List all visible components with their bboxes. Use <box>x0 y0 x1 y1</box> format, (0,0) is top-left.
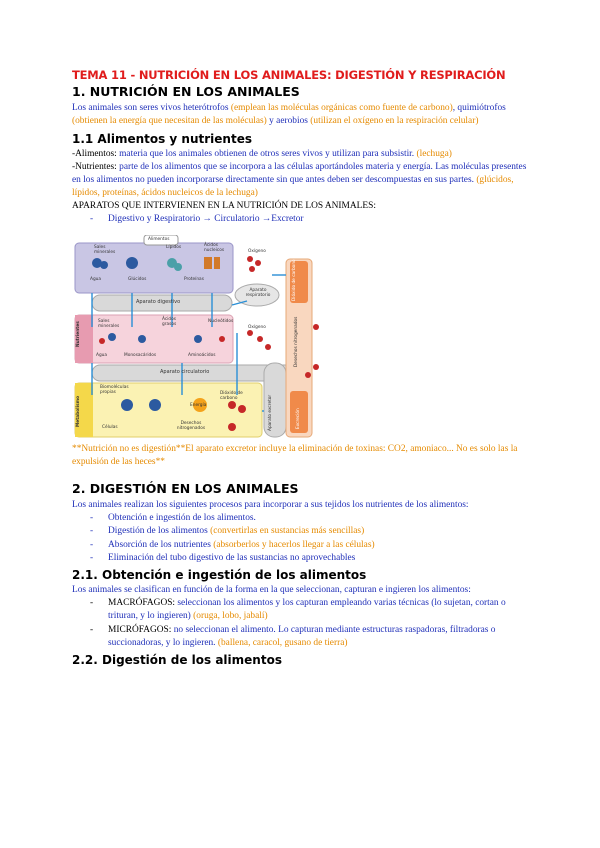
diagram-label-acidos-nucleicos: Ácidos nucleicos <box>204 242 225 253</box>
diagram-label-nucleotidos: Nucleótidos <box>208 318 234 324</box>
diagram-label-aparato-circulatorio: Aparato circulatorio <box>160 368 210 375</box>
section-2-2-heading: 2.2. Digestión de los alimentos <box>72 652 282 667</box>
nutricion-note: **Nutrición no es digestión**El aparato excretor incluye la eliminación de toxinas: CO2, amoniaco... No es solo las la expulsión de las heces** <box>72 443 518 467</box>
diagram-label-proteinas: Proteínas <box>184 276 204 282</box>
section-1-heading: 1. NUTRICIÓN EN LOS ANIMALES <box>72 84 300 99</box>
diagram-label-monosacaridos: Monosacáridos <box>124 352 157 358</box>
diagram-label-agua: Agua <box>90 276 102 282</box>
list-item: - Absorción de los nutrientes (absorberlos y hacerlos llegar a las células) <box>90 539 534 553</box>
diagram-label-metabolismo: Metabolismo <box>76 395 81 427</box>
section-2-1-intro: Los animales se clasifican en función de la forma en la que seleccionan, capturan e ingieren los alimentos: <box>72 584 471 595</box>
list-item: - Obtención e ingestión de los alimentos. <box>90 512 534 526</box>
section-2-1-list <box>72 597 534 651</box>
diagram-label-desechos-side: Desechos nitrogenados <box>294 316 299 367</box>
diagram-label-nutrientes: Nutrientes <box>76 320 81 347</box>
diagram-label-lipidos: Lípidos <box>166 244 182 250</box>
diagram-label-glucidos: Glúcidos <box>128 276 147 282</box>
diagram-graphic <box>72 235 372 439</box>
aparatos-item: - Digestivo y Respiratorio → Circulatorio →Excretor <box>90 213 534 227</box>
microfagos-item: - MICRÓFAGOS: no seleccionan el alimento. Lo capturan mediante estructuras raspadoras, filtradoras o succionadoras, y lo ingieren. (ballena, caracol, gusano de tierra) <box>90 624 534 651</box>
document-page <box>72 68 534 669</box>
nutrientes-definition: -Nutrientes: parte de los alimentos que se incorpora a las células aportándoles materia y energía. Las moléculas presentes en los alimentos no pueden incorporarse directamente sin que antes deben ser descompuestas en sus partes. (glúcidos, lípidos, proteínas, ácidos nucleicos de la lechuga) <box>72 162 527 198</box>
diagram-label-desechos: Desechos nitrogenados <box>176 420 206 431</box>
section-2-list <box>72 512 534 566</box>
section-1-1-heading: 1.1 Alimentos y nutrientes <box>72 132 252 146</box>
section-2-1-heading: 2.1. Obtención e ingestión de los alimentos <box>72 567 367 582</box>
aparatos-list <box>72 213 534 227</box>
section-1-paragraph: Los animales son seres vivos heterótrofos (emplean las moléculas orgánicas como fuente de carbono), quimiótrofos (obtienen la energía que necesitan de las moléculas) y aerobios (utilizan el oxígeno en la respiración celular) <box>72 103 506 126</box>
diagram-label-dioxido-side: Dióxido de carbono <box>292 258 297 301</box>
alimentos-definition: -Alimentos: materia que los animales obtienen de otros seres vivos y utilizan para subsistir. (lechuga) <box>72 149 452 159</box>
diagram-label-acidos-grasos: Ácidos grasos <box>162 316 177 327</box>
diagram-label-oxigeno: Oxígeno <box>248 248 266 254</box>
list-item: - Digestión de los alimentos (convertirlas en sustancias más sencillas) <box>90 525 534 539</box>
list-item: - Eliminación del tubo digestivo de las sustancias no aprovechables <box>90 552 534 566</box>
diagram-label-aparato-respiratorio: Aparato respiratorio <box>245 287 271 298</box>
diagram-label-sales: Sales minerales <box>94 244 116 255</box>
diagram-label-alimentos: Alimentos <box>148 236 170 242</box>
nutrition-diagram <box>72 235 372 439</box>
diagram-label-dioxido: Dióxido de carbono <box>220 390 243 401</box>
diagram-label-agua2: Agua <box>96 352 108 358</box>
section-2-intro: Los animales realizan los siguientes procesos para incorporar a sus tejidos los nutrientes de los alimentos: <box>72 499 469 510</box>
diagram-label-aparato-digestivo: Aparato digestivo <box>136 298 181 305</box>
aparatos-heading: APARATOS QUE INTERVIENEN EN LA NUTRICIÓN DE LOS ANIMALES: <box>72 201 376 211</box>
document-title: TEMA 11 - NUTRICIÓN EN LOS ANIMALES: DIGESTIÓN Y RESPIRACIÓN <box>72 68 506 82</box>
diagram-label-aparato-excretor: Aparato excretor <box>268 394 273 431</box>
section-2-heading: 2. DIGESTIÓN EN LOS ANIMALES <box>72 480 299 496</box>
diagram-label-energia: Energía <box>190 402 207 408</box>
diagram-label-sales2: Sales minerales <box>98 318 120 329</box>
diagram-label-excrecion: Excreción <box>296 407 301 429</box>
diagram-label-oxigeno2: Oxígeno <box>248 324 266 330</box>
diagram-label-aminoacidos: Aminoácidos <box>188 352 216 358</box>
diagram-label-biomoleculas: Biomoléculas propias <box>100 384 129 395</box>
diagram-label-celulas: Células <box>102 424 118 430</box>
macrofagos-item: - MACRÓFAGOS: seleccionan los alimentos y los capturan empleando varias técnicas (lo sujetan, cortan o trituran, y lo ingieren) (oruga, lobo, jabalí) <box>90 597 534 624</box>
